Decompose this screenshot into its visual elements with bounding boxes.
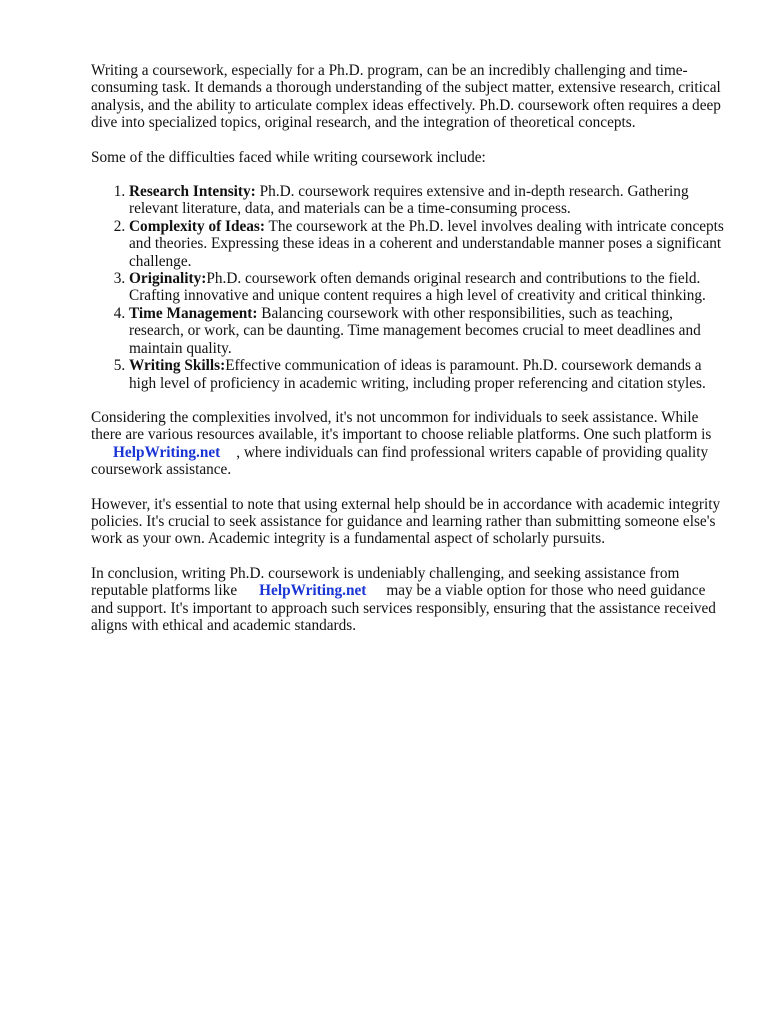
document-body xyxy=(91,62,731,651)
list-item-title: Research Intensity: xyxy=(129,183,256,201)
list-item-title: Writing Skills: xyxy=(129,357,226,375)
list-item-title: Originality: xyxy=(129,270,207,288)
list-item-text: Effective communication of ideas is paramount. Ph.D. coursework demands a high level of proficiency in academic writing, including proper referencing and citation styles. xyxy=(129,357,706,392)
difficulties-list xyxy=(91,183,731,392)
list-item-text: Ph.D. coursework often demands original research and contributions to the field. Crafting innovative and unique content requires a high level of creativity and critical thinking. xyxy=(129,270,706,305)
list-item xyxy=(129,218,731,270)
difficulties-intro: Some of the difficulties faced while writing coursework include: xyxy=(91,148,486,166)
list-item-text: Balancing coursework with other responsibilities, such as teaching, research, or work, can be daunting. Time management becomes crucial to meet deadlines and maintain quality. xyxy=(129,304,701,357)
list-item-title: Time Management: xyxy=(129,304,258,322)
list-item xyxy=(129,183,731,218)
considering-paragraph xyxy=(91,409,731,479)
list-item xyxy=(129,270,731,305)
conclusion-paragraph xyxy=(91,565,731,635)
list-item xyxy=(129,357,731,392)
list-item-text: Ph.D. coursework requires extensive and in-depth research. Gathering relevant literature, data, and materials can be a time-consuming process. xyxy=(129,183,689,218)
conclusion-text-before: In conclusion, writing Ph.D. coursework is undeniably challenging, and seeking assistance from reputable platforms like xyxy=(91,564,680,600)
considering-text-before: Considering the complexities involved, it's not uncommon for individuals to seek assistance. While there are various resources available, it's important to choose reliable platforms. One such platform is xyxy=(91,408,712,444)
conclusion-text-after: may be a viable option for those who need guidance and support. It's important to approach such services responsibly, ensuring that the assistance received aligns with ethical and academic standards. xyxy=(91,582,716,634)
intro-paragraph: Writing a coursework, especially for a Ph.D. program, can be an incredibly challenging and time-consuming task. It demands a thorough understanding of the subject matter, extensive research, critical analysis, and the ability to articulate complex ideas effectively. Ph.D. coursework often requires a deep dive into specialized topics, original research, and the integration of theoretical concepts. xyxy=(91,62,721,132)
however-paragraph: However, it's essential to note that using external help should be in accordance with academic integrity policies. It's crucial to seek assistance for guidance and learning rather than submitting someone else's work as your own. Academic integrity is a fundamental aspect of scholarly pursuits. xyxy=(91,495,721,548)
list-item xyxy=(129,305,731,357)
helpwriting-link[interactable]: HelpWriting.net xyxy=(259,582,367,600)
helpwriting-link[interactable]: HelpWriting.net xyxy=(113,443,221,461)
list-item-title: Complexity of Ideas: xyxy=(129,217,265,235)
list-item-text: The coursework at the Ph.D. level involves dealing with intricate concepts and theories. Expressing these ideas in a coherent and understandable manner poses a significant challenge. xyxy=(129,217,724,270)
considering-text-after: , where individuals can find professional writers capable of providing quality coursework assistance. xyxy=(91,443,709,479)
